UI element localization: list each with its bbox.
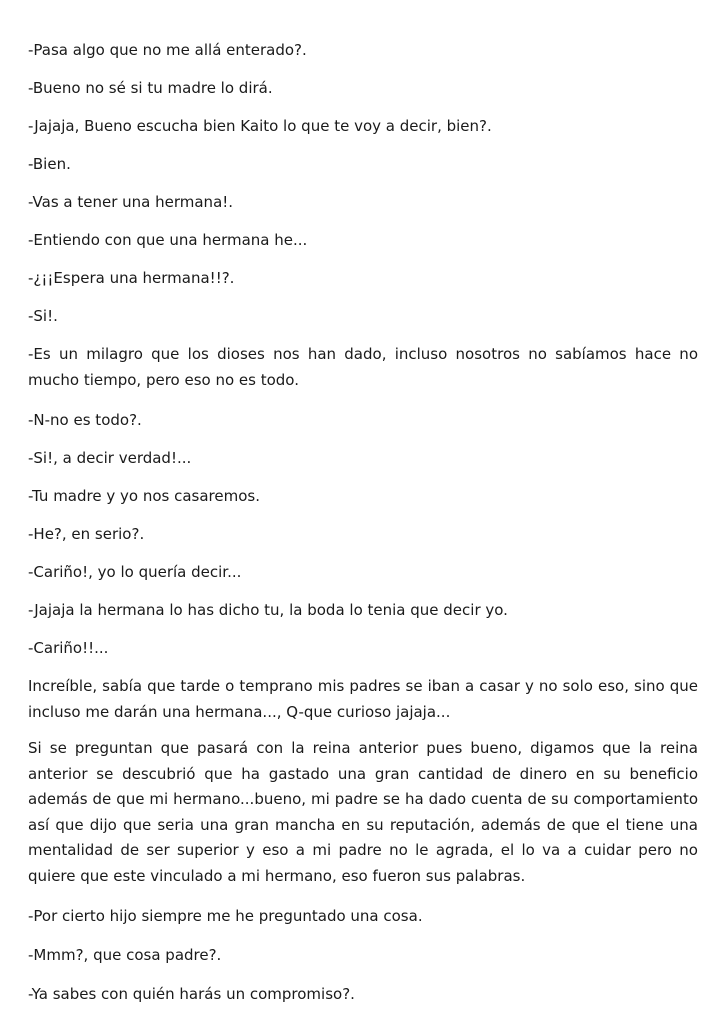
- dialogue-line: -Vas a tener una hermana!.: [28, 193, 234, 211]
- dialogue-line: -Si!.: [28, 307, 58, 325]
- dialogue-line: -Cariño!!...: [28, 639, 109, 657]
- dialogue-line: -Entiendo con que una hermana he...: [28, 231, 308, 249]
- dialogue-line: -Ya sabes con quién harás un compromiso?.: [28, 985, 355, 1003]
- dialogue-line: -Por cierto hijo siempre me he preguntado una cosa.: [28, 907, 423, 925]
- dialogue-line: -He?, en serio?.: [28, 525, 145, 543]
- dialogue-line: -Pasa algo que no me allá enterado?.: [28, 41, 307, 59]
- dialogue-line: -Jajaja la hermana lo has dicho tu, la boda lo tenia que decir yo.: [28, 601, 508, 619]
- dialogue-line: -Bien.: [28, 155, 71, 173]
- dialogue-line: -Si!, a decir verdad!...: [28, 449, 192, 467]
- dialogue-line: -Jajaja, Bueno escucha bien Kaito lo que te voy a decir, bien?.: [28, 117, 492, 135]
- dialogue-line: -Bueno no sé si tu madre lo dirá.: [28, 79, 273, 97]
- dialogue-line: -¿¡¡Espera una hermana!!?.: [28, 269, 235, 287]
- dialogue-line: -Tu madre y yo nos casaremos.: [28, 487, 260, 505]
- document-page: [28, 0, 698, 1032]
- narration-paragraph: Increíble, sabía que tarde o temprano mis padres se iban a casar y no solo eso, sino que incluso me darán una hermana..., Q-que curioso jajaja...: [28, 677, 698, 721]
- dialogue-line: -Cariño!, yo lo quería decir...: [28, 563, 242, 581]
- dialogue-line: -N-no es todo?.: [28, 411, 142, 429]
- dialogue-paragraph: -Es un milagro que los dioses nos han dado, incluso nosotros no sabíamos hace no mucho tiempo, pero eso no es todo.: [28, 345, 698, 389]
- narration-paragraph: Si se preguntan que pasará con la reina anterior pues bueno, digamos que la reina anterior se descubrió que ha gastado una gran cantidad de dinero en su beneficio además de que mi hermano...bueno, mi padre se ha dado cuenta de su comportamiento así que dijo que seria una gran mancha en su reputación, además de que el tiene una mentalidad de ser superior y eso a mi padre no le agrada, el lo va a cuidar pero no quiere que este vinculado a mi hermano, eso fueron sus palabras.: [28, 739, 698, 885]
- dialogue-line: -Mmm?, que cosa padre?.: [28, 946, 222, 964]
